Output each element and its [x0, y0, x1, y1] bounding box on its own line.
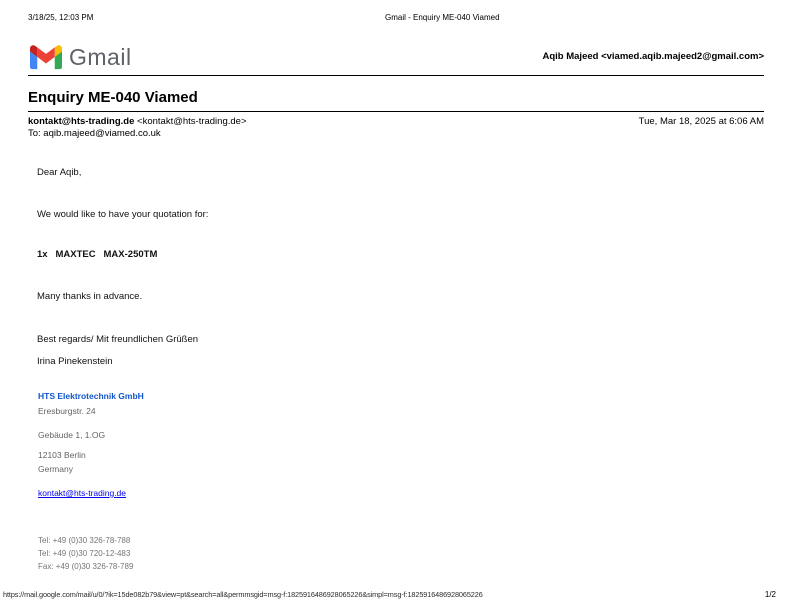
gmail-wordmark: Gmail [69, 44, 132, 70]
body-request: We would like to have your quotation for: [37, 209, 209, 220]
body-signoff-name: Irina Pinekenstein [37, 356, 113, 367]
body-thanks: Many thanks in advance. [37, 291, 143, 302]
print-header-title: Gmail - Enquiry ME-040 Viamed [385, 13, 500, 22]
gmail-logo [30, 44, 132, 71]
header-divider [28, 75, 764, 76]
print-header-datetime: 3/18/25, 12:03 PM [28, 13, 94, 22]
email-subject: Enquiry ME-040 Viamed [28, 89, 198, 106]
account-owner: Aqib Majeed <viamed.aqib.majeed2@gmail.com> [542, 51, 764, 62]
sender-email: <kontakt@hts-trading.de> [137, 116, 247, 127]
subject-divider [28, 111, 764, 112]
sender-row [28, 116, 764, 127]
message-date: Tue, Mar 18, 2025 at 6:06 AM [638, 116, 764, 127]
signature-city: 12103 Berlin [38, 450, 86, 460]
signature-street: Eresburgstr. 24 [38, 406, 96, 416]
body-item: 1x MAXTEC MAX-250TM [37, 249, 158, 260]
body-regards: Best regards/ Mit freundlichen Grüßen [37, 334, 199, 345]
signature-tel-1: Tel: +49 (0)30 326-78-788 [38, 536, 131, 545]
gmail-m-icon [30, 45, 62, 70]
print-footer-page-number: 1/2 [764, 590, 776, 599]
recipient-line: To: aqib.majeed@viamed.co.uk [28, 128, 161, 139]
sender-name: kontakt@hts-trading.de [28, 116, 135, 127]
signature-email-link[interactable]: kontakt@hts-trading.de [38, 488, 127, 498]
signature-fax: Fax: +49 (0)30 326-78-789 [38, 562, 134, 571]
print-footer-url: https://mail.google.com/mail/u/0/?ik=15de082b79&view=pt&search=all&permmsgid=msg-f:1825916486928065226&simpl=msg-f:1825916486928065226 [3, 590, 483, 599]
signature-company-link[interactable]: HTS Elektrotechnik GmbH [38, 391, 144, 401]
signature-tel-2: Tel: +49 (0)30 720-12-483 [38, 549, 131, 558]
signature-building: Gebäude 1, 1.OG [38, 430, 106, 440]
sender [28, 116, 247, 127]
signature-country: Germany [38, 464, 73, 474]
body-greeting: Dear Aqib, [37, 167, 82, 178]
